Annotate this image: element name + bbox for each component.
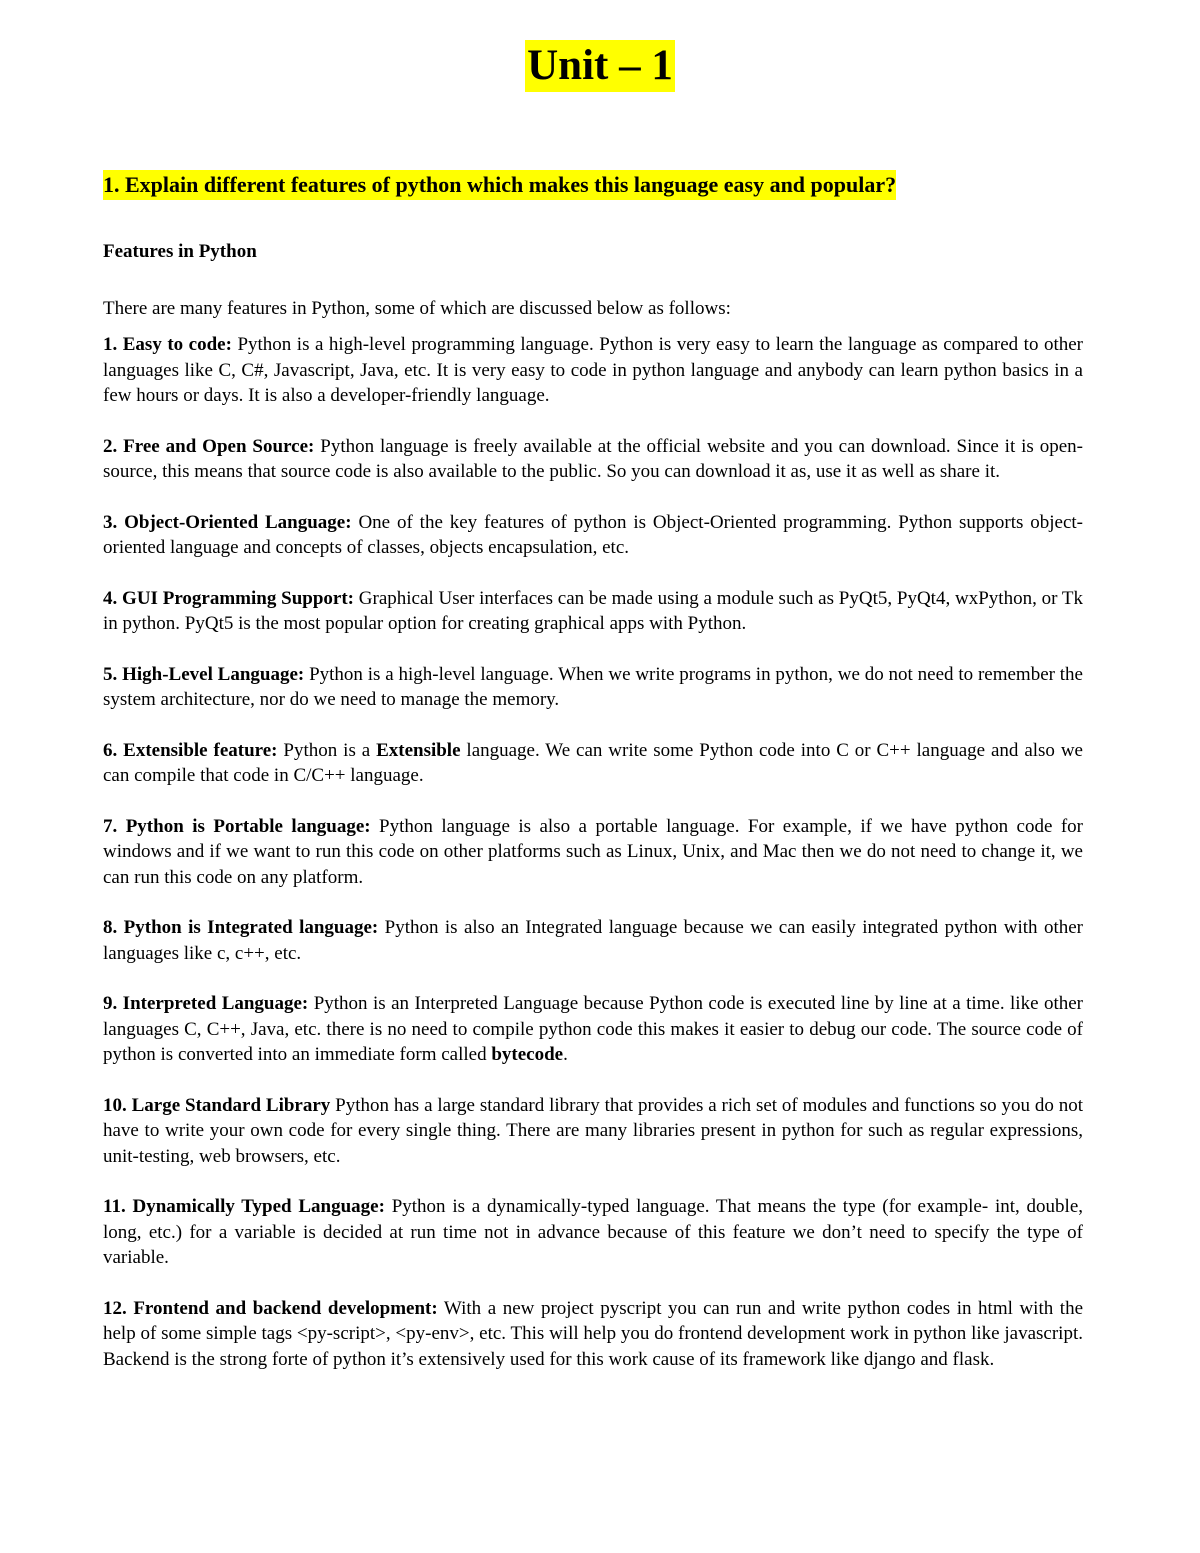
title-container <box>0 40 1200 92</box>
section-title: Features in Python <box>103 241 257 262</box>
feature-label: 2. Free and Open Source: <box>103 435 315 457</box>
feature-text: Python is a dynamically-typed language. That means the type (for example- int, double, long, etc.) for a variable is decided at run time not in advance because of this feature we don’t need to specify the type of variable. <box>103 1196 1083 1268</box>
feature-label: 7. Python is Portable language: <box>103 815 371 837</box>
feature-item <box>103 814 1083 891</box>
feature-label: 6. Extensible feature: <box>103 739 278 761</box>
feature-label: 4. GUI Programming Support: <box>103 587 354 609</box>
feature-item <box>103 510 1083 561</box>
feature-text: Python is also an Integrated language because we can easily integrated python with other languages like c, c++, etc. <box>103 917 1083 964</box>
feature-item <box>103 332 1083 409</box>
feature-text: Python has a large standard library that provides a rich set of modules and functions so you do not have to write your own code for every single thing. There are many libraries present in python for such as regular expressions, unit-testing, web browsers, etc. <box>103 1094 1083 1167</box>
feature-text: Python is a <box>277 739 377 761</box>
question-heading: 1. Explain different features of python which makes this language easy and popular? <box>103 170 896 200</box>
feature-item <box>103 1093 1083 1170</box>
feature-item <box>103 434 1083 485</box>
feature-item <box>103 738 1083 789</box>
feature-text: Graphical User interfaces can be made using a module such as PyQt5, PyQt4, wxPython, or Tk in python. PyQt5 is the most popular option for creating graphical apps with Python. <box>103 587 1083 634</box>
feature-bold-term: bytecode <box>491 1044 564 1065</box>
feature-item <box>103 1296 1083 1373</box>
feature-text: Python language is freely available at the official website and you can download. Since it is open-source, this means that source code is also available to the public. So you can download it as, use it as well as share it. <box>103 435 1083 482</box>
feature-text: language. We can write some Python code into C or C++ language and also we can compile that code in C/C++ language. <box>103 739 1083 786</box>
feature-text: Python is a high-level programming language. Python is very easy to learn the language as compared to other languages like C, C#, Javascript, Java, etc. It is very easy to code in python language and anybody can learn python basics in a few hours or days. It is also a developer-friendly language. <box>103 334 1083 406</box>
feature-text: Python language is also a portable language. For example, if we have python code for windows and if we want to run this code on other platforms such as Linux, Unix, and Mac then we do not need to change it, we can run this code on any platform. <box>103 815 1083 888</box>
feature-label: 3. Object-Oriented Language: <box>103 511 352 533</box>
feature-label: 8. Python is Integrated language: <box>103 917 379 938</box>
feature-item <box>103 586 1083 637</box>
feature-text: With a new project pyscript you can run and write python codes in html with the help of some simple tags <py-script>, <py-env>, etc. This will help you do frontend development work in python like javascript. Backend is the strong forte of python it’s extensively used for this work cause of its framework like django and flask. <box>103 1297 1084 1370</box>
feature-label: 1. Easy to code: <box>103 334 232 355</box>
feature-item <box>103 991 1083 1068</box>
feature-label: 12. Frontend and backend development: <box>103 1297 438 1319</box>
feature-label: 10. Large Standard Library <box>103 1094 331 1116</box>
feature-text: Python is an Interpreted Language because Python code is executed line by line at a time. like other languages C, C++, Java, etc. there is no need to compile python code this makes it easier to debug our code. The source code of python is converted into an immediate form called <box>103 993 1083 1065</box>
feature-item <box>103 662 1083 713</box>
feature-text: . <box>563 1044 568 1065</box>
intro-paragraph: There are many features in Python, some of which are discussed below as follows: <box>103 297 731 319</box>
feature-item <box>103 915 1083 966</box>
feature-bold-term: Extensible <box>376 739 461 761</box>
feature-text: Python is a high-level language. When we write programs in python, we do not need to remember the system architecture, nor do we need to manage the memory. <box>103 663 1083 710</box>
feature-item <box>103 1194 1083 1271</box>
feature-text: One of the key features of python is Object-Oriented programming. Python supports object-oriented language and concepts of classes, objects encapsulation, etc. <box>103 511 1084 558</box>
page-title: Unit – 1 <box>525 40 675 92</box>
document-body <box>103 170 1083 1372</box>
feature-label: 5. High-Level Language: <box>103 663 305 685</box>
feature-label: 9. Interpreted Language: <box>103 993 309 1014</box>
feature-label: 11. Dynamically Typed Language: <box>103 1196 385 1217</box>
